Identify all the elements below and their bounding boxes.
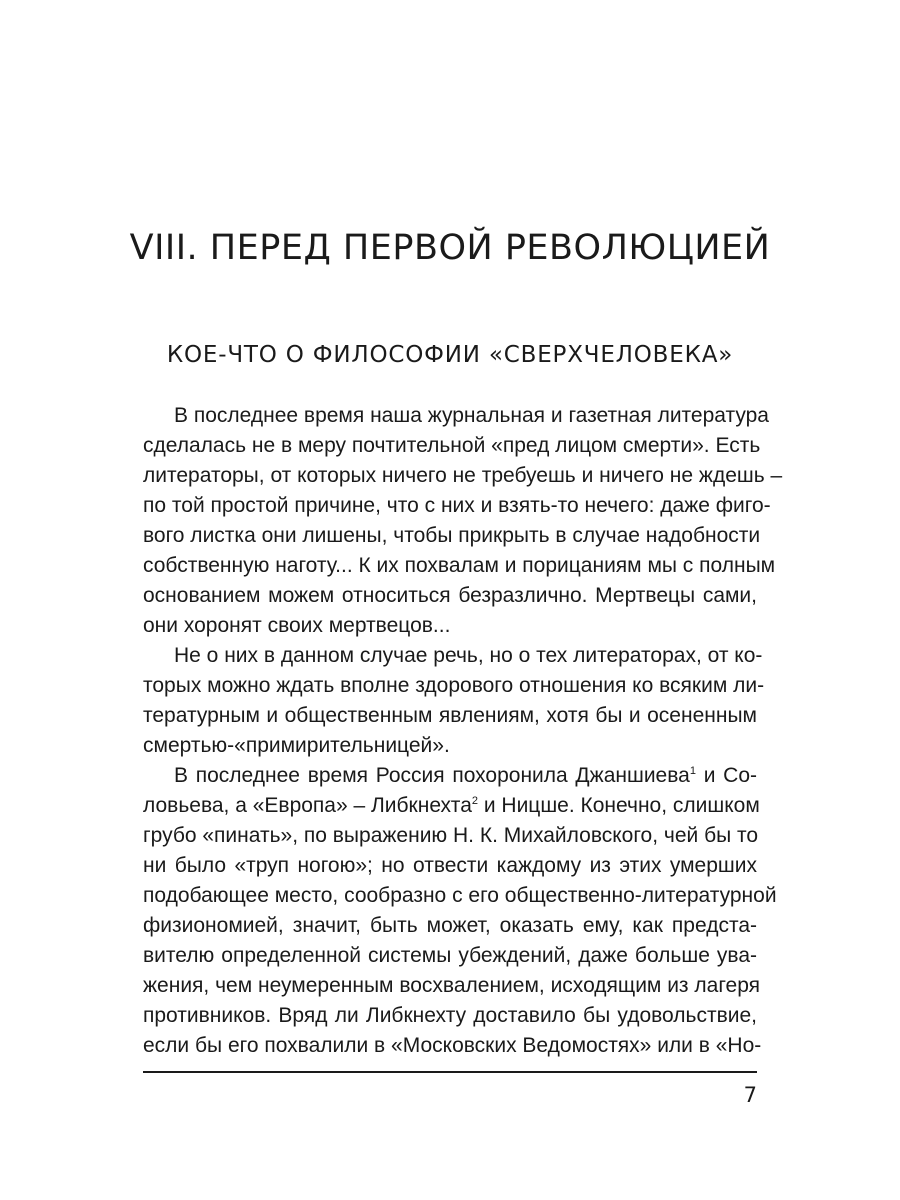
text-line: по той простой причине, что с них и взять-то нечего: даже фиго-: [143, 494, 771, 517]
footnote-ref-1[interactable]: 1: [689, 765, 696, 777]
text-line: собственную наготу... К их похвалам и порицаниям мы с полным: [143, 554, 776, 577]
footer-rule: [143, 1071, 757, 1073]
text-line: сделалась не в меру почтительной «пред лицом смерти». Есть: [143, 434, 761, 457]
text-segment: В последнее время Россия похоронила Джаншиева: [174, 764, 690, 787]
text-segment: и Со-: [695, 764, 757, 787]
text-line: основанием можем относиться безразлично. Мертвецы сами,: [143, 584, 757, 607]
text-line: подобающее место, сообразно с его общественно-литературной: [143, 884, 777, 907]
text-line: грубо «пинать», по выражению Н. К. Михайловского, чей бы то: [143, 824, 759, 847]
text-line: Не о них в данном случае речь, но о тех литераторах, от ко-: [174, 644, 763, 667]
text-line: [143, 791, 760, 821]
body-text: [143, 401, 783, 1061]
text-line: торых можно ждать вполне здорового отношения ко всяким ли-: [143, 674, 765, 697]
chapter-title: VIII. ПЕРЕД ПЕРВОЙ РЕВОЛЮЦИЕЙ: [129, 228, 771, 268]
text-line: жения, чем неумеренным восхвалением, исходящим из лагеря: [143, 974, 761, 997]
paragraph-2: [143, 641, 765, 761]
text-line: [143, 761, 757, 791]
paragraph-3: [143, 761, 777, 1061]
text-line: они хоронят своих мертвецов...: [143, 614, 451, 637]
text-line: противников. Вряд ли Либкнехту доставило бы удовольствие,: [143, 1004, 757, 1027]
text-line: В последнее время наша журнальная и газетная литература: [174, 404, 769, 427]
text-segment: ловьева, а «Европа» – Либкнехта: [143, 794, 472, 817]
text-line: тературным и общественным явлениям, хотя бы и осененным: [143, 704, 757, 727]
text-line: ни было «труп ногою»; но отвести каждому из этих умерших: [143, 854, 757, 877]
text-line: вого листка они лишены, чтобы прикрыть в случае надобности: [143, 524, 761, 547]
paragraph-1: [143, 401, 783, 641]
text-line: смертью-«примирительницей».: [143, 734, 450, 757]
section-title: КОЕ-ЧТО О ФИЛОСОФИИ «СВЕРХЧЕЛОВЕКА»: [166, 342, 734, 368]
page-number: 7: [743, 1083, 757, 1107]
footnote-ref-2[interactable]: 2: [471, 795, 478, 807]
text-line: если бы его похвалили в «Московских Ведомостях» или в «Но-: [143, 1034, 762, 1057]
text-line: литераторы, от которых ничего не требуешь и ничего не ждешь –: [143, 464, 783, 487]
text-line: вителю определенной системы убеждений, даже больше ува-: [143, 944, 757, 967]
text-segment: и Ницше. Конечно, слишком: [478, 794, 760, 817]
text-line: физиономией, значит, быть может, оказать ему, как предста-: [143, 914, 757, 937]
